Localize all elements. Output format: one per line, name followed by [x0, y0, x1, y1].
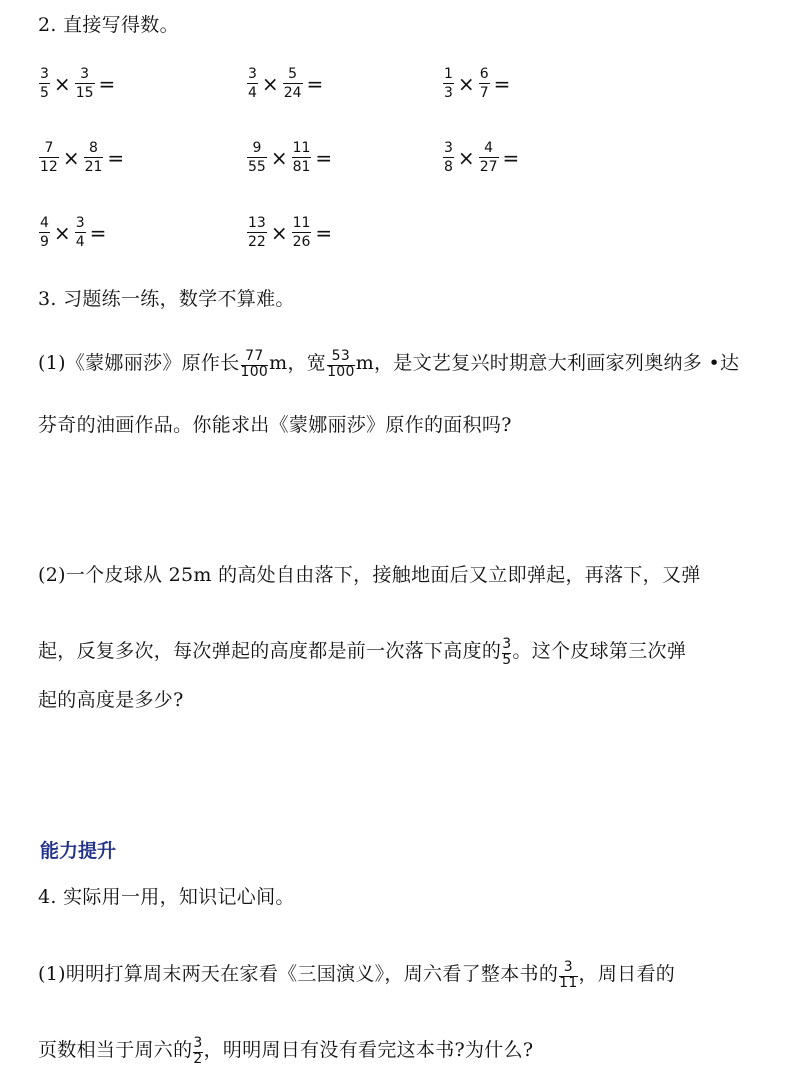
- fraction-numerator: 53: [331, 348, 351, 364]
- fraction-numerator: 4: [484, 140, 494, 156]
- fraction-denominator: 24: [283, 85, 302, 101]
- fraction-numerator: 3: [40, 66, 49, 82]
- fraction-denominator: 9: [40, 234, 49, 250]
- fraction: [292, 215, 312, 250]
- fraction-denominator: 27: [479, 159, 498, 175]
- fraction-denominator: 26: [292, 234, 311, 250]
- fraction-denominator: 11: [559, 975, 578, 991]
- fraction-denominator: 3: [444, 85, 453, 101]
- q4-p1-line1: [38, 959, 675, 991]
- q4-p1-line2: [38, 1035, 533, 1067]
- fraction: [247, 140, 267, 175]
- q3-p1-text-c: m，是文艺复兴时期意大利画家列奥纳多 •达: [355, 352, 740, 374]
- fraction-numerator: 3: [80, 66, 90, 82]
- fraction-numerator: 3: [248, 66, 257, 82]
- fraction: [443, 66, 454, 101]
- fraction-denominator: 100: [240, 364, 269, 380]
- multiplication-exercise: [442, 140, 522, 175]
- equals-sign: =: [315, 220, 333, 245]
- fraction: [479, 66, 490, 101]
- fraction-numerator: 6: [479, 66, 489, 82]
- equals-sign: =: [107, 145, 125, 170]
- equals-sign: =: [89, 220, 107, 245]
- q3-p1-text-a: (1)《蒙娜丽莎》原作长: [38, 352, 240, 374]
- multiplication-exercise: [442, 66, 513, 101]
- fraction-numerator: 11: [292, 140, 311, 156]
- fraction-numerator: 7: [44, 140, 54, 156]
- q4-p1-text-b: ，周日看的: [578, 963, 676, 985]
- q3-p2-line1: (2)一个皮球从 25m 的高处自由落下，接触地面后又立即弹起，再落下，又弹: [38, 564, 701, 586]
- times-sign: ×: [53, 71, 71, 96]
- fraction-length: [241, 348, 269, 380]
- times-sign: ×: [270, 145, 288, 170]
- q2-title: 2. 直接写得数。: [38, 14, 179, 36]
- q3-p1-line1: [38, 348, 739, 380]
- fraction-numerator: 3: [502, 636, 512, 652]
- fraction-numerator: 3: [563, 959, 573, 975]
- fraction-numerator: 9: [252, 140, 262, 156]
- fraction: [39, 66, 50, 101]
- q3-p2-line3: 起的高度是多少?: [38, 689, 184, 711]
- fraction-denominator: 2: [193, 1051, 203, 1067]
- section-heading: 能力提升: [40, 840, 117, 862]
- q4-p1-text-c: 页数相当于周六的: [38, 1039, 193, 1061]
- q4-title: 4. 实际用一用，知识记心间。: [38, 886, 295, 908]
- q3-p2-text-a: 起，反复多次，每次弹起的高度都是前一次落下高度的: [38, 640, 502, 662]
- fraction-numerator: 13: [248, 215, 266, 231]
- multiplication-exercise: [38, 66, 118, 101]
- q3-title: 3. 习题练一练，数学不算难。: [38, 288, 295, 310]
- fraction-numerator: 77: [245, 348, 264, 364]
- fraction: [75, 66, 95, 101]
- multiplication-exercise: [246, 66, 326, 101]
- fraction-denominator: 15: [75, 85, 94, 101]
- fraction-denominator: 22: [248, 234, 266, 250]
- q3-p1-line2: 芬奇的油画作品。你能求出《蒙娜丽莎》原作的面积吗?: [38, 414, 512, 436]
- q3-p2-line2: [38, 636, 686, 668]
- fraction-numerator: 11: [292, 215, 311, 231]
- fraction-denominator: 55: [248, 159, 266, 175]
- multiplication-exercise: [246, 140, 335, 175]
- equals-sign: =: [98, 71, 116, 96]
- fraction-denominator: 5: [40, 85, 49, 101]
- fraction-bounce-ratio: [502, 636, 511, 668]
- fraction-denominator: 100: [327, 364, 355, 380]
- fraction-denominator: 12: [40, 159, 58, 175]
- multiplication-exercise: [246, 215, 335, 250]
- equals-sign: =: [493, 71, 511, 96]
- fraction-denominator: 81: [292, 159, 311, 175]
- q4-p1-text-a: (1)明明打算周末两天在家看《三国演义》，周六看了整本书的: [38, 963, 559, 985]
- fraction-numerator: 3: [193, 1035, 203, 1051]
- equals-sign: =: [315, 145, 333, 170]
- fraction-numerator: 1: [444, 66, 453, 82]
- fraction-denominator: 21: [84, 159, 103, 175]
- fraction-numerator: 3: [75, 215, 85, 231]
- fraction: [247, 215, 267, 250]
- times-sign: ×: [457, 145, 475, 170]
- q3-p2-text-b: 。这个皮球第三次弹: [512, 640, 687, 662]
- fraction: [247, 66, 258, 101]
- fraction-saturday: [559, 959, 577, 991]
- fraction: [443, 140, 454, 175]
- equals-sign: =: [306, 71, 324, 96]
- times-sign: ×: [457, 71, 475, 96]
- fraction-denominator: 4: [248, 85, 257, 101]
- multiplication-exercise: [38, 140, 127, 175]
- times-sign: ×: [261, 71, 279, 96]
- q4-p1-text-d: ，明明周日有没有看完这本书?为什么?: [203, 1039, 534, 1061]
- fraction: [479, 140, 499, 175]
- fraction-width: [327, 348, 355, 380]
- times-sign: ×: [270, 220, 288, 245]
- fraction-sunday: [193, 1035, 202, 1067]
- multiplication-exercise: [38, 215, 109, 250]
- q3-p1-text-b: m，宽: [269, 352, 327, 374]
- fraction: [84, 140, 104, 175]
- fraction-numerator: 4: [40, 215, 49, 231]
- fraction-numerator: 8: [89, 140, 98, 156]
- fraction: [292, 140, 312, 175]
- fraction-denominator: 8: [444, 159, 453, 175]
- times-sign: ×: [62, 145, 80, 170]
- fraction-numerator: 5: [288, 66, 298, 82]
- fraction: [283, 66, 303, 101]
- fraction-denominator: 5: [502, 652, 512, 668]
- times-sign: ×: [53, 220, 71, 245]
- fraction-numerator: 3: [444, 140, 453, 156]
- equals-sign: =: [502, 145, 520, 170]
- fraction: [39, 215, 50, 250]
- fraction: [75, 215, 86, 250]
- fraction-denominator: 4: [75, 234, 85, 250]
- fraction: [39, 140, 59, 175]
- fraction-denominator: 7: [479, 85, 489, 101]
